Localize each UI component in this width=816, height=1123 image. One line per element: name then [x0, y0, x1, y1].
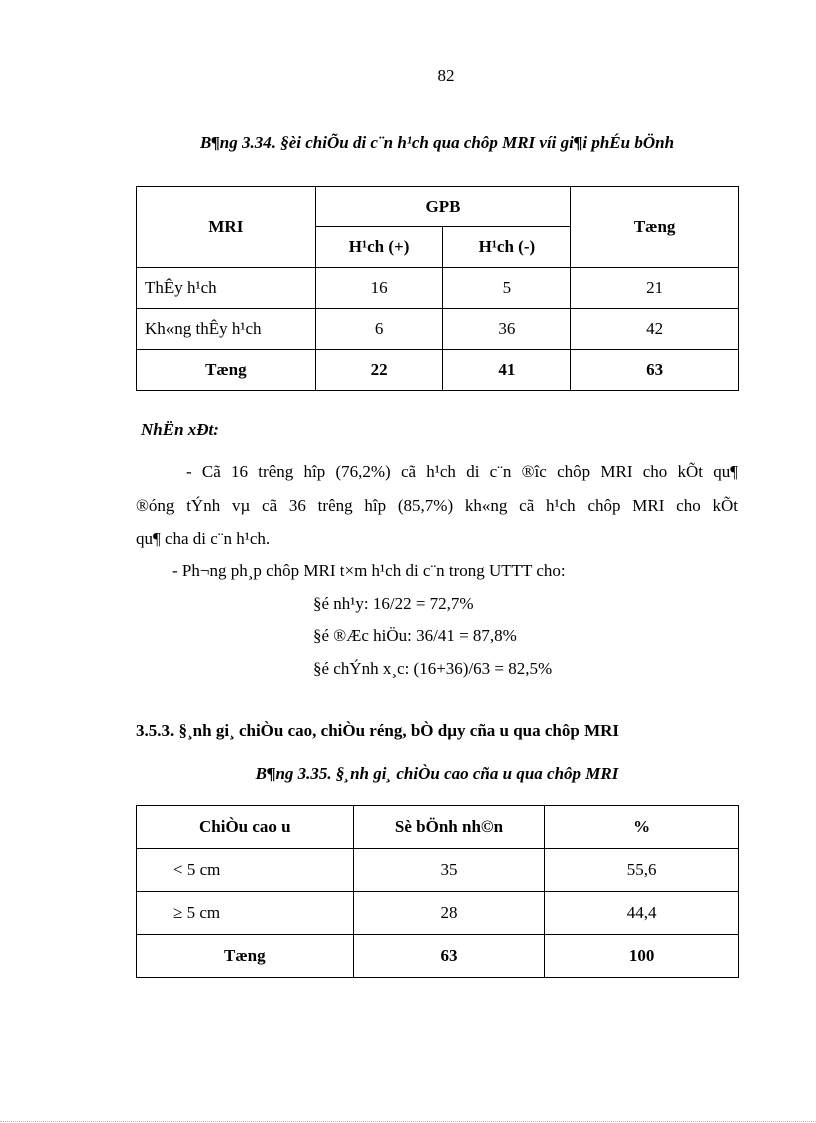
- page-number: 82: [437, 66, 455, 85]
- table-row: [137, 309, 739, 350]
- cell-total: 42: [571, 309, 739, 350]
- header-percent: %: [545, 806, 739, 849]
- row-label: ThÊy h¹ch: [137, 268, 316, 309]
- cell-positive: 22: [315, 350, 443, 391]
- row-label: Tæng: [137, 935, 354, 978]
- table-row: [137, 268, 739, 309]
- header-node-negative: H¹ch (-): [443, 227, 571, 268]
- table-row-total: [137, 350, 739, 391]
- header-node-positive: H¹ch (+): [315, 227, 443, 268]
- cell-total: 21: [571, 268, 739, 309]
- header-mri: MRI: [137, 187, 316, 268]
- page-bottom-divider: [0, 1121, 816, 1122]
- cell-positive: 16: [315, 268, 443, 309]
- paragraph-line: - Ph¬ng ph¸p chôp MRI t×m h¹ch di c¨n trong UTTT cho:: [172, 561, 566, 580]
- row-label: Tæng: [137, 350, 316, 391]
- cell-positive: 6: [315, 309, 443, 350]
- table-mri-vs-pathology: [136, 186, 739, 391]
- table-row: [137, 892, 739, 935]
- paragraph-line: qu¶ cha di c¨n h¹ch.: [136, 529, 271, 548]
- header-gpb: GPB: [315, 187, 571, 227]
- section-heading: 3.5.3. §¸nh gi¸ chiÒu cao, chiÒu réng, bÒ dµy cña u qua chôp MRI: [136, 721, 620, 740]
- cell-negative: 41: [443, 350, 571, 391]
- paragraph-line: ®óng tÝnh vµ cã 36 trêng hîp (85,7%) kh«ng cã h¹ch chôp MRI cho kÕt: [136, 496, 738, 515]
- table-caption-3-35: B¶ng 3.35. §¸nh gi¸ chiÒu cao cña u qua chôp MRI: [255, 764, 619, 783]
- cell-percent: 44,4: [545, 892, 739, 935]
- accuracy-line: §é chÝnh x¸c: (16+36)/63 = 82,5%: [313, 659, 553, 678]
- table-row-total: [137, 935, 739, 978]
- row-label: ≥ 5 cm: [137, 892, 354, 935]
- cell-percent: 55,6: [545, 849, 739, 892]
- paragraph-line: [136, 462, 738, 482]
- header-patients: Sè bÖnh nh©n: [353, 806, 545, 849]
- cell-count: 28: [353, 892, 545, 935]
- cell-total: 63: [571, 350, 739, 391]
- table-caption-3-34: B¶ng 3.34. §èi chiÕu di c¨n h¹ch qua chôp MRI víi gi¶i phÉu bÖnh: [199, 133, 675, 152]
- paragraph-text: - Cã 16 trêng hîp (76,2%) cã h¹ch di c¨n ®îc chôp MRI cho kÕt qu¶: [186, 462, 738, 481]
- table-row: [137, 849, 739, 892]
- table-header-row: [137, 806, 739, 849]
- row-label: Kh«ng thÊy h¹ch: [137, 309, 316, 350]
- header-total: Tæng: [571, 187, 739, 268]
- row-label: < 5 cm: [137, 849, 354, 892]
- cell-negative: 36: [443, 309, 571, 350]
- table-tumor-height: [136, 805, 739, 978]
- sensitivity-line: §é nh¹y: 16/22 = 72,7%: [313, 594, 474, 613]
- observations-heading: NhËn xÐt:: [141, 420, 219, 439]
- cell-count: 35: [353, 849, 545, 892]
- cell-negative: 5: [443, 268, 571, 309]
- cell-percent: 100: [545, 935, 739, 978]
- specificity-line: §é ®Æc hiÖu: 36/41 = 87,8%: [313, 626, 517, 645]
- cell-count: 63: [353, 935, 545, 978]
- header-height: ChiÒu cao u: [137, 806, 354, 849]
